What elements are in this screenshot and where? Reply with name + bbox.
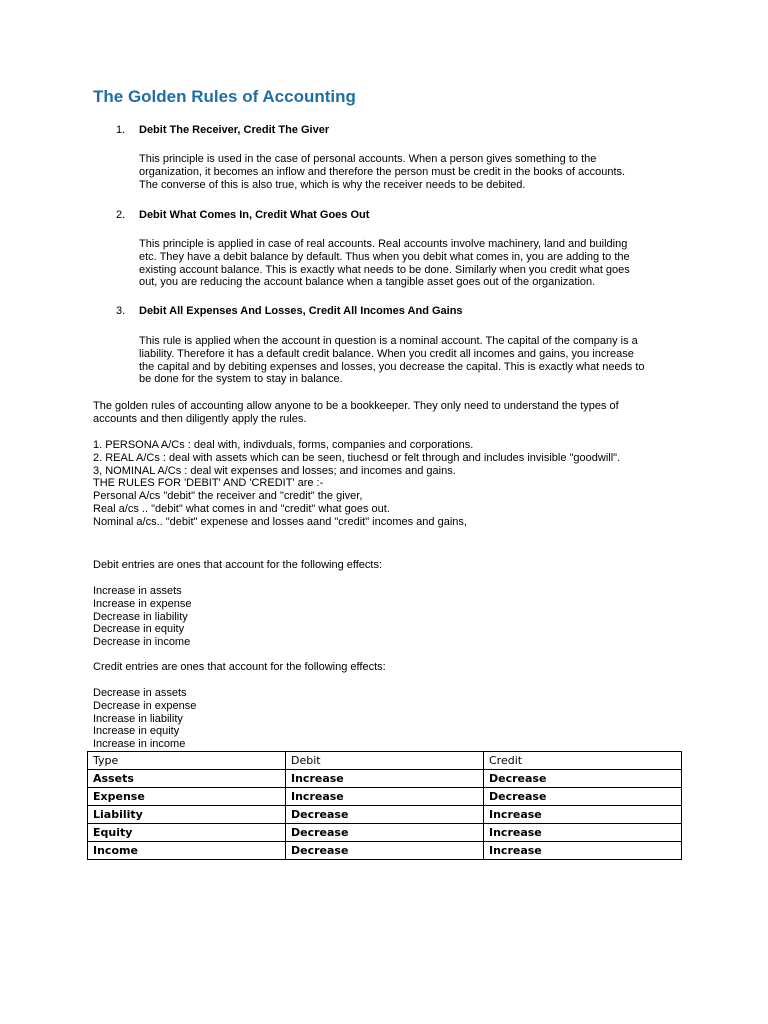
table-cell-type: Expense xyxy=(88,788,286,806)
paragraph-line: the capital and by debiting expenses and losses, you decrease the capital. This is exactly what needs to xyxy=(139,360,645,373)
account-type-line: 3, NOMINAL A/Cs : deal wit expenses and losses; and incomes and gains. xyxy=(93,464,456,477)
paragraph-line: liability. Therefore it has a default credit balance. When you credit all incomes and gains, you increase xyxy=(139,347,634,360)
rule-2-paragraph xyxy=(139,238,679,289)
list-item: Increase in liability xyxy=(93,712,183,725)
column-header-credit: Credit xyxy=(484,752,682,770)
table-cell-credit: Increase xyxy=(484,806,682,824)
table-row xyxy=(88,842,682,860)
debit-credit-table xyxy=(87,751,682,860)
paragraph-line: This principle is used in the case of personal accounts. When a person gives something to the xyxy=(139,153,597,165)
rule-summary-line: Nominal a/cs.. "debit" expenese and losses aand "credit" incomes and gains, xyxy=(93,515,467,528)
list-item: Increase in assets xyxy=(93,585,182,597)
table-row xyxy=(88,788,682,806)
credit-intro: Credit entries are ones that account for the following effects: xyxy=(93,661,386,673)
paragraph-line: The converse of this is also true, which is why the receiver needs to be debited. xyxy=(139,178,526,191)
rule-3-heading: Debit All Expenses And Losses, Credit All Incomes And Gains xyxy=(139,305,463,317)
rule-2-heading: Debit What Comes In, Credit What Goes Out xyxy=(139,209,370,221)
paragraph-line: out, you are reducing the account balance when a tangible asset goes out of the organization. xyxy=(139,276,596,289)
table-row xyxy=(88,806,682,824)
list-item: Increase in expense xyxy=(93,597,192,610)
intro-paragraph xyxy=(93,400,673,426)
paragraph-line: This principle is applied in case of real accounts. Real accounts involve machinery, land and building xyxy=(139,238,628,250)
table-cell-debit: Increase xyxy=(286,770,484,788)
credit-effects-list xyxy=(93,687,673,751)
table-cell-credit: Increase xyxy=(484,824,682,842)
paragraph-line: The golden rules of accounting allow anyone to be a bookkeeper. They only need to understand the types of xyxy=(93,400,619,412)
account-type-line: 2. REAL A/Cs : deal with assets which can be seen, tiuchesd or felt through and includes invisible "goodwill". xyxy=(93,451,621,464)
list-item: Decrease in income xyxy=(93,636,191,649)
table-header-row xyxy=(88,752,682,770)
paragraph-line: accounts and then diligently apply the rules. xyxy=(93,412,307,425)
debit-effects-list xyxy=(93,585,673,649)
column-header-debit: Debit xyxy=(286,752,484,770)
rule-summary-line: Real a/cs .. "debit" what comes in and "credit" what goes out. xyxy=(93,502,390,515)
list-item: Decrease in assets xyxy=(93,687,187,699)
table-cell-type: Assets xyxy=(88,770,286,788)
rule-summary-line: Personal A/cs "debit" the receiver and "credit" the giver, xyxy=(93,490,363,503)
account-type-line: 1. PERSONA A/Cs : deal with, indivduals, forms, companies and corporations. xyxy=(93,439,474,451)
table-cell-debit: Decrease xyxy=(286,824,484,842)
table-cell-debit: Decrease xyxy=(286,842,484,860)
table-cell-debit: Increase xyxy=(286,788,484,806)
list-item: Decrease in expense xyxy=(93,699,197,712)
table-cell-credit: Decrease xyxy=(484,770,682,788)
rules-heading-line: THE RULES FOR 'DEBIT' AND 'CREDIT' are :- xyxy=(93,477,324,490)
paragraph-line: etc. They have a debit balance by default. Thus when you debit what comes in, you are adding to the xyxy=(139,250,630,263)
paragraph-line: be done for the system to stay in balance. xyxy=(139,373,343,386)
list-item: Increase in equity xyxy=(93,725,180,738)
table-cell-type: Equity xyxy=(88,824,286,842)
table-cell-debit: Decrease xyxy=(286,806,484,824)
rule-2-number: 2. xyxy=(116,209,126,221)
table-cell-credit: Increase xyxy=(484,842,682,860)
rule-3-number: 3. xyxy=(116,305,126,317)
rule-1-heading: Debit The Receiver, Credit The Giver xyxy=(139,124,330,136)
list-item: Increase in income xyxy=(93,738,186,751)
rule-1-number: 1. xyxy=(116,124,126,136)
debit-intro: Debit entries are ones that account for the following effects: xyxy=(93,559,383,571)
table-cell-credit: Decrease xyxy=(484,788,682,806)
table-cell-type: Liability xyxy=(88,806,286,824)
table-row xyxy=(88,824,682,842)
page-title: The Golden Rules of Accounting xyxy=(93,87,356,106)
table-row xyxy=(88,770,682,788)
rule-1-paragraph xyxy=(139,153,679,191)
rule-3-paragraph xyxy=(139,335,679,386)
table-cell-type: Income xyxy=(88,842,286,860)
paragraph-line: organization, it becomes an inflow and therefore the person must be credit in the books of accounts. xyxy=(139,165,626,178)
list-item: Decrease in liability xyxy=(93,610,188,623)
list-item: Decrease in equity xyxy=(93,623,185,636)
column-header-type: Type xyxy=(88,752,286,770)
account-types-block xyxy=(93,439,673,529)
paragraph-line: existing account balance. This is exactly what needs to be done. Similarly when you credit what goes xyxy=(139,263,630,276)
paragraph-line: This rule is applied when the account in question is a nominal account. The capital of the company is a xyxy=(139,335,638,347)
